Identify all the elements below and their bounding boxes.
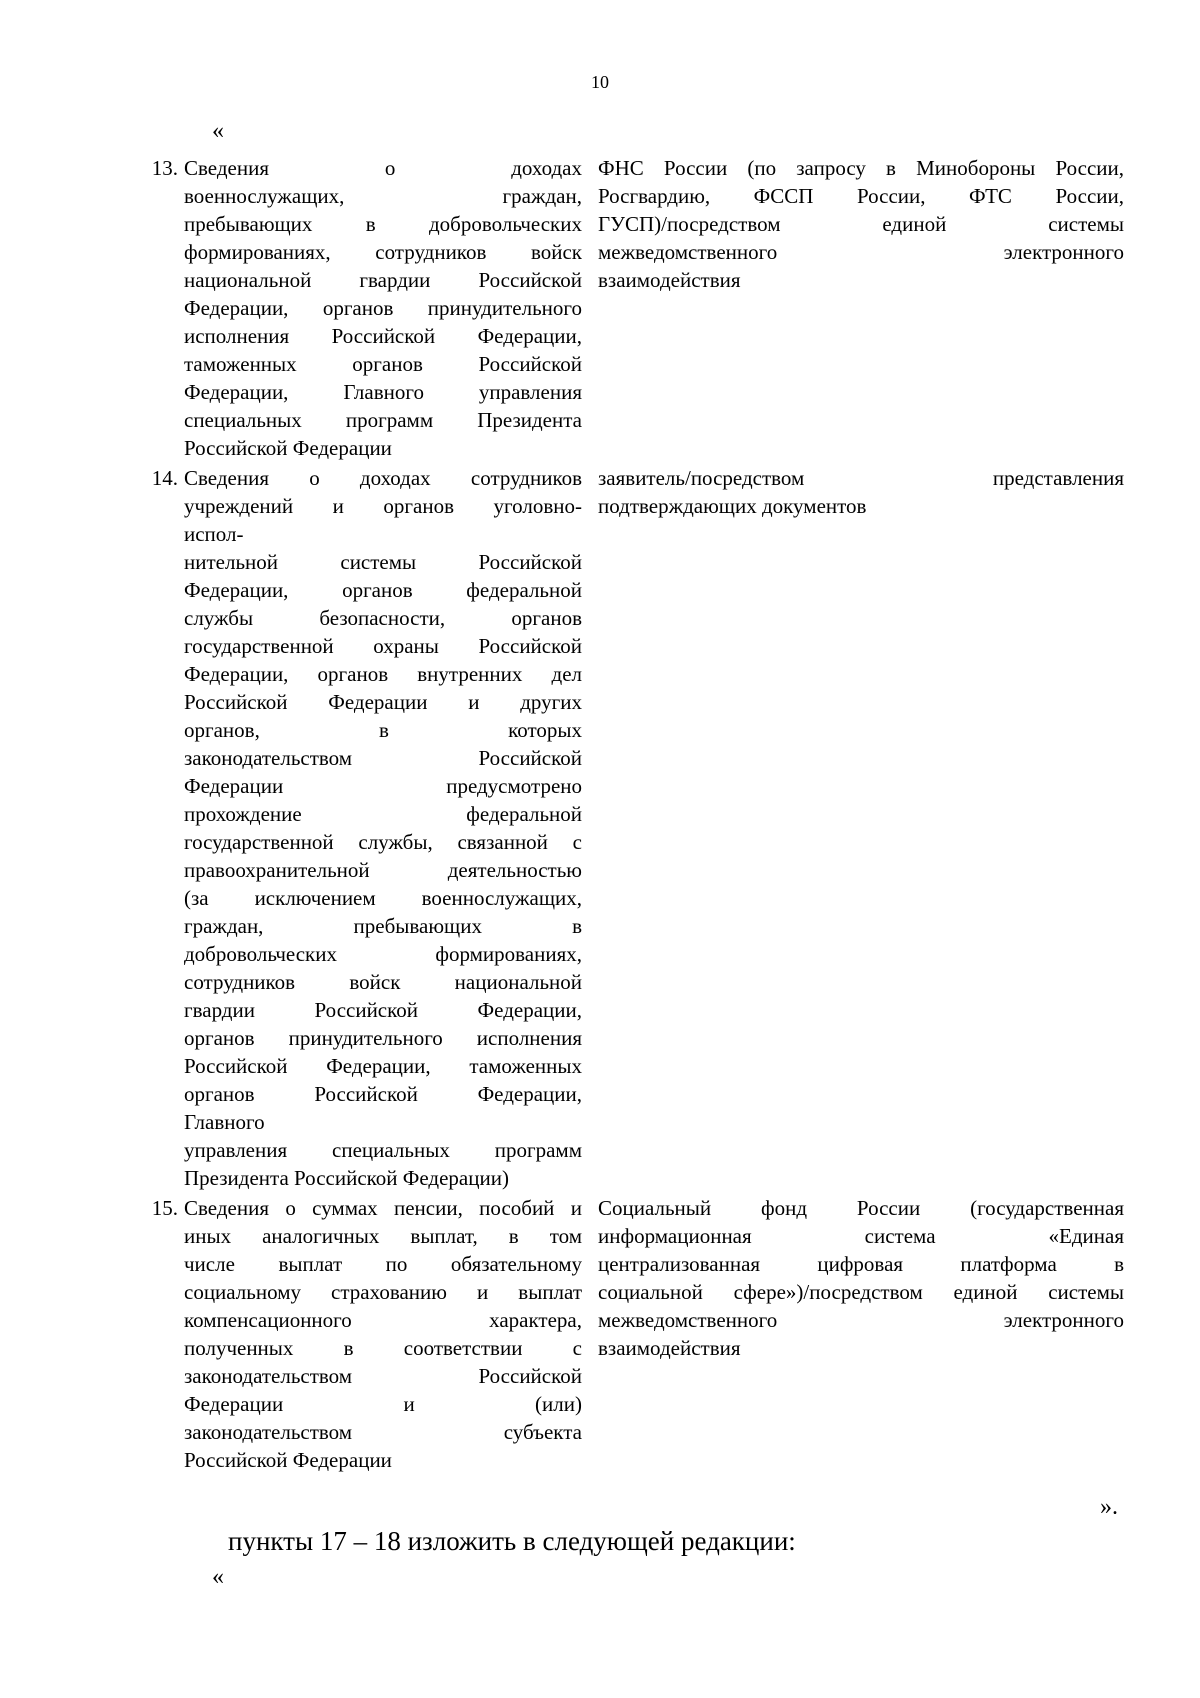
- table-row: [0, 154, 1200, 462]
- source-line: подтверждающих документов: [598, 494, 867, 518]
- description-line: таможенных органов Российской: [184, 352, 582, 376]
- description-line: правоохранительной деятельностью: [184, 858, 582, 882]
- description-line: законодательством Российской: [184, 1364, 582, 1388]
- open-quote-top: «: [212, 118, 224, 144]
- table-row: [0, 1194, 1200, 1474]
- description-line: органов принудительного исполнения: [184, 1026, 582, 1050]
- description-line: числе выплат по обязательному: [184, 1252, 582, 1276]
- row-number: 15.: [151, 1196, 178, 1220]
- description-line: органов, в которых: [184, 718, 582, 742]
- description-line: Российской Федерации: [184, 436, 392, 460]
- table-row: [0, 464, 1200, 1192]
- description-line: иных аналогичных выплат, в том: [184, 1224, 582, 1248]
- description-line: формированиях, сотрудников войск: [184, 240, 582, 264]
- description-line: исполнения Российской Федерации,: [184, 324, 582, 348]
- row-source: [598, 1194, 1124, 1362]
- description-line: нительной системы Российской: [184, 550, 582, 574]
- source-line: взаимодействия: [598, 268, 741, 292]
- description-line: законодательством субъекта: [184, 1420, 582, 1444]
- description-line: добровольческих формированиях,: [184, 942, 582, 966]
- description-line: (за исключением военнослужащих,: [184, 886, 582, 910]
- description-line: гвардии Российской Федерации,: [184, 998, 582, 1022]
- closing-mark: ».: [1100, 1494, 1118, 1520]
- row-description: [184, 464, 582, 1192]
- source-line: межведомственного электронного: [598, 1308, 1124, 1332]
- description-line: испол-: [184, 522, 244, 546]
- description-line: управления специальных программ: [184, 1138, 582, 1162]
- source-line: ФНС России (по запросу в Минобороны России,: [598, 156, 1124, 180]
- description-line: Сведения о доходах сотрудников: [184, 466, 582, 490]
- description-line: учреждений и органов уголовно-: [184, 494, 582, 518]
- description-line: Федерации, органов внутренних дел: [184, 662, 582, 686]
- source-line: ГУСП)/посредством единой системы: [598, 212, 1124, 236]
- description-line: государственной охраны Российской: [184, 634, 582, 658]
- source-line: социальной сфере»)/посредством единой системы: [598, 1280, 1124, 1304]
- source-line: заявитель/посредством представления: [598, 466, 1124, 490]
- source-line: межведомственного электронного: [598, 240, 1124, 264]
- description-line: Федерации и (или): [184, 1392, 582, 1416]
- description-line: службы безопасности, органов: [184, 606, 582, 630]
- description-line: граждан, пребывающих в: [184, 914, 582, 938]
- row-description: [184, 1194, 582, 1474]
- description-line: национальной гвардии Российской: [184, 268, 582, 292]
- description-line: Президента Российской Федерации): [184, 1166, 509, 1190]
- description-line: Главного: [184, 1110, 265, 1134]
- description-line: прохождение федеральной: [184, 802, 582, 826]
- description-line: законодательством Российской: [184, 746, 582, 770]
- row-number: 14.: [151, 466, 178, 490]
- description-line: Федерации предусмотрено: [184, 774, 582, 798]
- source-line: взаимодействия: [598, 1336, 741, 1360]
- description-line: Сведения о доходах: [184, 156, 582, 180]
- source-line: Социальный фонд России (государственная: [598, 1196, 1124, 1220]
- description-line: Федерации, Главного управления: [184, 380, 582, 404]
- row-source: [598, 154, 1124, 294]
- description-line: Федерации, органов федеральной: [184, 578, 582, 602]
- description-line: Российской Федерации и других: [184, 690, 582, 714]
- description-line: Российской Федерации, таможенных: [184, 1054, 582, 1078]
- description-line: органов Российской Федерации,: [184, 1082, 582, 1106]
- source-line: централизованная цифровая платформа в: [598, 1252, 1124, 1276]
- description-line: Сведения о суммах пенсии, пособий и: [184, 1196, 582, 1220]
- description-line: специальных программ Президента: [184, 408, 582, 432]
- description-line: Российской Федерации: [184, 1448, 392, 1472]
- description-line: полученных в соответствии с: [184, 1336, 582, 1360]
- description-line: военнослужащих, граждан,: [184, 184, 582, 208]
- description-line: Федерации, органов принудительного: [184, 296, 582, 320]
- description-line: социальному страхованию и выплат: [184, 1280, 582, 1304]
- source-line: Росгвардию, ФССП России, ФТС России,: [598, 184, 1124, 208]
- description-line: сотрудников войск национальной: [184, 970, 582, 994]
- row-description: [184, 154, 582, 462]
- description-line: пребывающих в добровольческих: [184, 212, 582, 236]
- row-source: [598, 464, 1124, 520]
- table-rows: [0, 154, 1200, 1476]
- instruction-text: пункты 17 – 18 изложить в следующей редакции:: [228, 1526, 796, 1556]
- description-line: компенсационного характера,: [184, 1308, 582, 1332]
- description-line: государственной службы, связанной с: [184, 830, 582, 854]
- row-number: 13.: [151, 156, 178, 180]
- open-quote-bottom: «: [212, 1564, 224, 1590]
- source-line: информационная система «Единая: [598, 1224, 1124, 1248]
- page-number: 10: [591, 72, 609, 92]
